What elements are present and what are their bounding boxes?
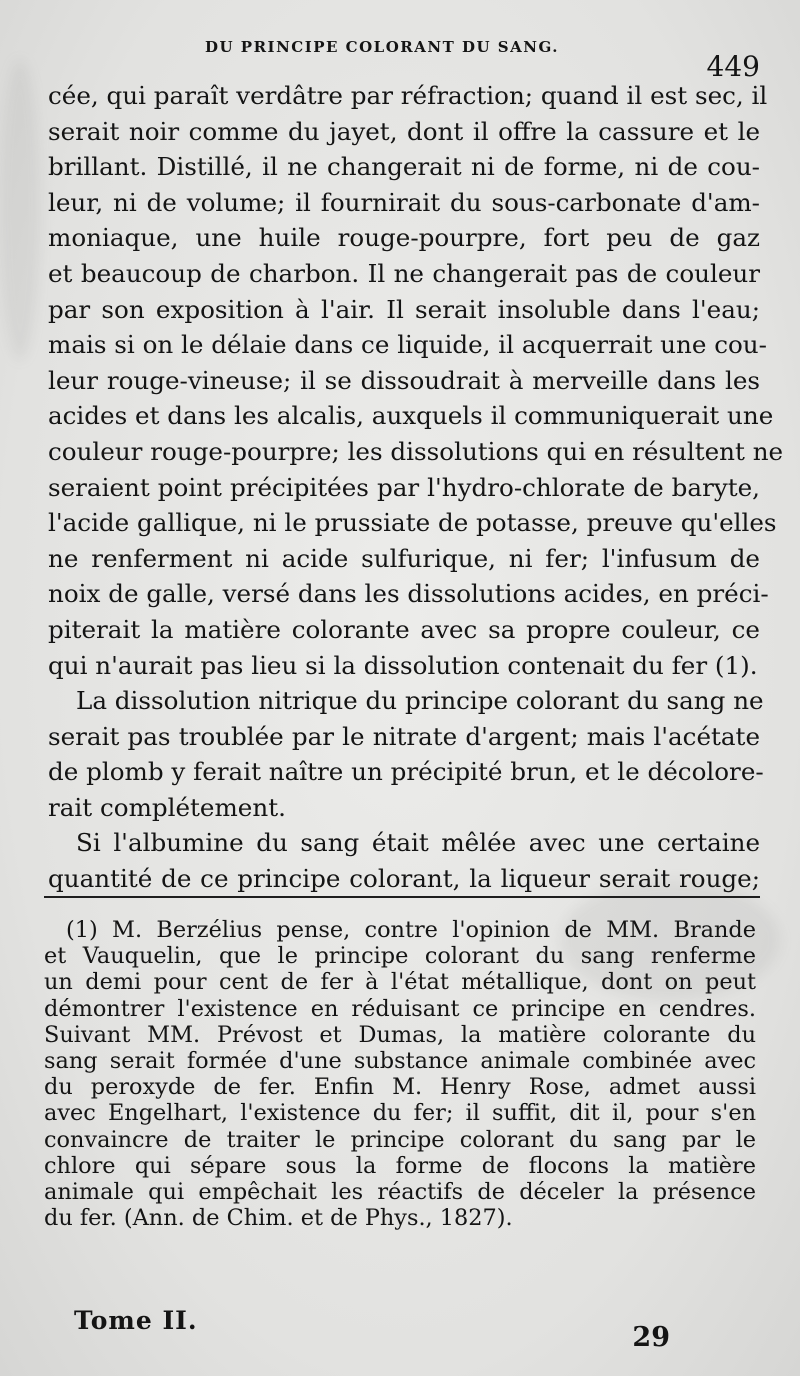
text-line: noix de galle, versé dans les dissolutions acides, en préci- bbox=[48, 579, 769, 609]
text-line: serait noir comme du jayet, dont il offre la cassure et le bbox=[48, 116, 760, 146]
footnote-line: et Vauquelin, que le principe colorant du sang renferme bbox=[44, 943, 756, 970]
edge-shadow bbox=[0, 60, 40, 360]
text-line: cée, qui paraît verdâtre par réfraction; quand il est sec, il bbox=[48, 81, 768, 110]
footnote-line: un demi pour cent de fer à l'état métallique, dont on peut bbox=[44, 969, 756, 996]
footnote-line: du peroxyde de fer. Enfin M. Henry Rose, admet aussi bbox=[44, 1074, 756, 1101]
footnote-line: convaincre de traiter le principe colorant du sang par le bbox=[44, 1126, 756, 1153]
text-line: brillant. Distillé, il ne changerait ni de forme, ni de cou- bbox=[48, 152, 760, 182]
page-number: 449 bbox=[706, 50, 760, 83]
text-line: serait pas troublée par le nitrate d'argent; mais l'acétate bbox=[48, 721, 760, 751]
text-line: ne renferment ni acide sulfurique, ni fer; l'infusum de bbox=[48, 543, 760, 573]
volume-signature: Tome II. bbox=[74, 1306, 198, 1335]
footnote-line: chlore qui sépare sous la forme de flocons la matière bbox=[44, 1152, 756, 1179]
text-line: par son exposition à l'air. Il serait insoluble dans l'eau; bbox=[48, 294, 760, 324]
text-line: seraient point précipitées par l'hydro-chlorate de baryte, bbox=[48, 472, 760, 502]
text-line: et beaucoup de charbon. Il ne changerait pas de couleur bbox=[48, 258, 760, 288]
text-line: moniaque, une huile rouge-pourpre, fort peu de gaz bbox=[48, 223, 760, 253]
text-line: mais si on le délaie dans ce liquide, il acquerrait une cou- bbox=[48, 330, 767, 360]
text-line: acides et dans les alcalis, auxquels il communiquerait une bbox=[48, 401, 774, 431]
footnote-separator bbox=[44, 896, 760, 898]
text-line: quantité de ce principe colorant, la liqueur serait rouge; bbox=[48, 864, 760, 894]
text-line: de plomb y ferait naître un précipité brun, et le décolore- bbox=[48, 757, 764, 787]
footnote-line: du fer. (Ann. de Chim. et de Phys., 1827). bbox=[44, 1205, 513, 1232]
footnote-line: démontrer l'existence en réduisant ce principe en cendres. bbox=[44, 995, 756, 1022]
text-line: couleur rouge-pourpre; les dissolutions qui en résultent ne bbox=[48, 436, 784, 466]
footnote-line: Suivant MM. Prévost et Dumas, la matière colorante du bbox=[44, 1021, 756, 1048]
paragraph-start-line: Si l'albumine du sang était mêlée avec une certaine bbox=[76, 828, 760, 858]
text-line: l'acide gallique, ni le prussiate de potasse, preuve qu'elles bbox=[48, 508, 777, 538]
footnote-line: sang serait formée d'une substance animale combinée avec bbox=[44, 1048, 756, 1075]
paragraph-start-line: La dissolution nitrique du principe colorant du sang ne bbox=[76, 686, 764, 716]
running-head: DU PRINCIPE COLORANT DU SANG. bbox=[205, 38, 559, 56]
signature-number: 29 bbox=[632, 1322, 670, 1353]
page-header bbox=[205, 38, 760, 83]
footnote-line: avec Engelhart, l'existence du fer; il suffit, dit il, pour s'en bbox=[44, 1100, 756, 1127]
text-line: qui n'aurait pas lieu si la dissolution contenait du fer (1). bbox=[48, 650, 758, 680]
footnote-line: (1) M. Berzélius pense, contre l'opinion de MM. Brande bbox=[66, 917, 756, 943]
text-line: rait complétement. bbox=[48, 792, 286, 822]
footnote bbox=[44, 917, 756, 1231]
body-text bbox=[48, 78, 784, 897]
footnote-line: animale qui empêchait les réactifs de déceler la présence bbox=[44, 1179, 756, 1206]
text-line: leur rouge-vineuse; il se dissoudrait à merveille dans les bbox=[48, 365, 760, 395]
text-line: piterait la matière colorante avec sa propre couleur, ce bbox=[48, 614, 760, 644]
text-line: leur, ni de volume; il fournirait du sous-carbonate d'am- bbox=[48, 187, 760, 217]
